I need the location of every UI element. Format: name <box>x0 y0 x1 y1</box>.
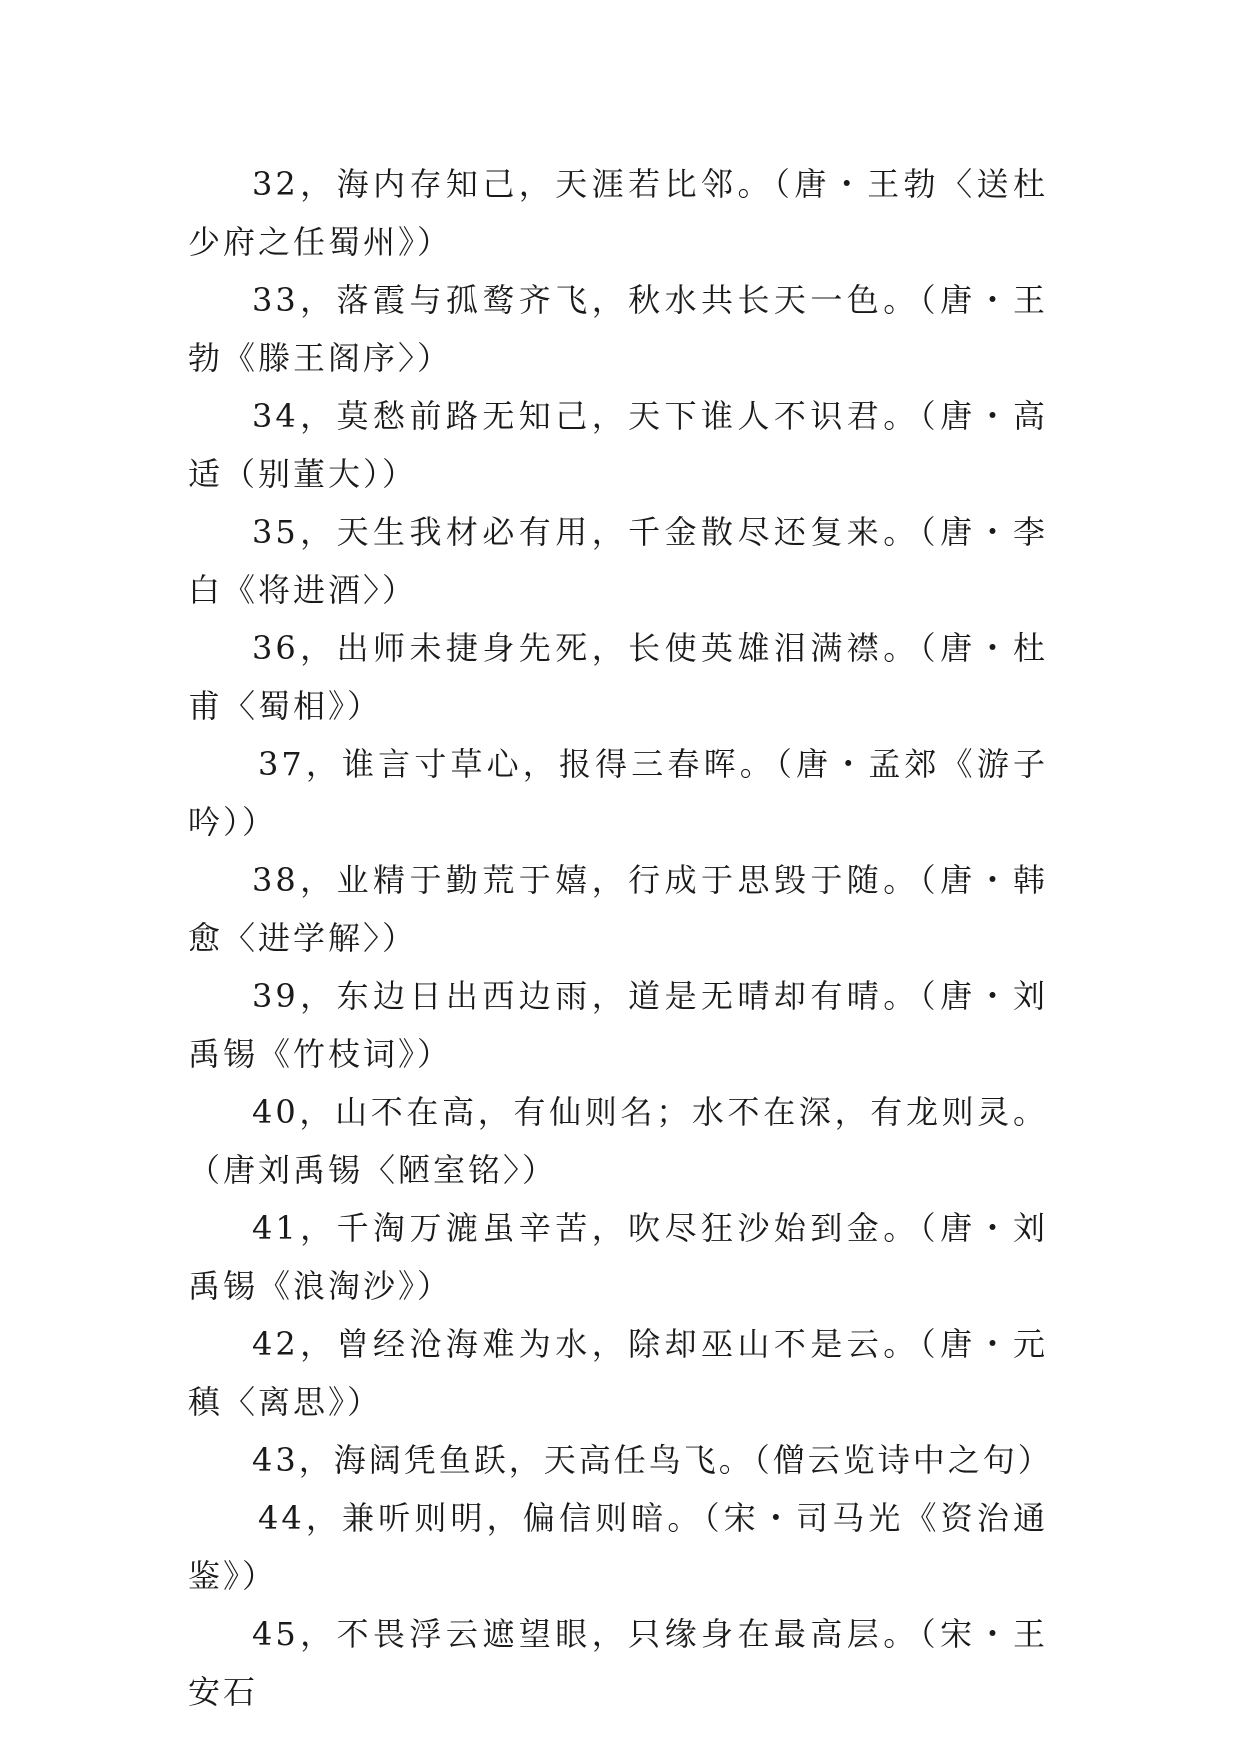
document-page <box>188 155 1053 1721</box>
quote-entry-33: 33，落霞与孤鹜齐飞，秋水共长天一色。（唐・王勃《滕王阁序〉） <box>188 281 1048 377</box>
quote-entry-41: 41，千淘万漉虽辛苦，吹尽狂沙始到金。（唐・刘禹锡《浪淘沙》） <box>188 1209 1048 1305</box>
quote-entry-44: 44，兼听则明，偏信则暗。（宋・司马光《资治通鉴》） <box>188 1499 1048 1595</box>
quote-entry-40: 40，山不在高，有仙则名；水不在深，有龙则灵。（唐刘禹锡〈陋室铭〉） <box>188 1093 1048 1189</box>
quote-entry-42: 42，曾经沧海难为水，除却巫山不是云。（唐・元稹〈离思》） <box>188 1325 1048 1421</box>
quote-entry-38: 38，业精于勤荒于嬉，行成于思毁于随。（唐・韩愈〈进学解〉） <box>188 861 1048 957</box>
quote-entry-35: 35，天生我材必有用，千金散尽还复来。（唐・李白《将进酒〉） <box>188 513 1048 609</box>
quote-entry-37: 37，谁言寸草心，报得三春晖。（唐・孟郊《游子吟）） <box>188 745 1048 841</box>
quote-entry-34: 34，莫愁前路无知己，天下谁人不识君。（唐・高适（别董大）） <box>188 397 1048 493</box>
quote-entry-32: 32，海内存知己，天涯若比邻。（唐・王勃〈送杜少府之任蜀州》） <box>188 165 1048 261</box>
quote-entry-39: 39，东边日出西边雨，道是无晴却有晴。（唐・刘禹锡《竹枝词》） <box>188 977 1048 1073</box>
quote-entry-43: 43，海阔凭鱼跃，天高任鸟飞。（僧云览诗中之句） <box>252 1441 1053 1479</box>
quote-entry-36: 36，出师未捷身先死，长使英雄泪满襟。（唐・杜甫〈蜀相》） <box>188 629 1048 725</box>
quote-entry-45: 45，不畏浮云遮望眼，只缘身在最高层。（宋・王安石 <box>188 1615 1048 1711</box>
